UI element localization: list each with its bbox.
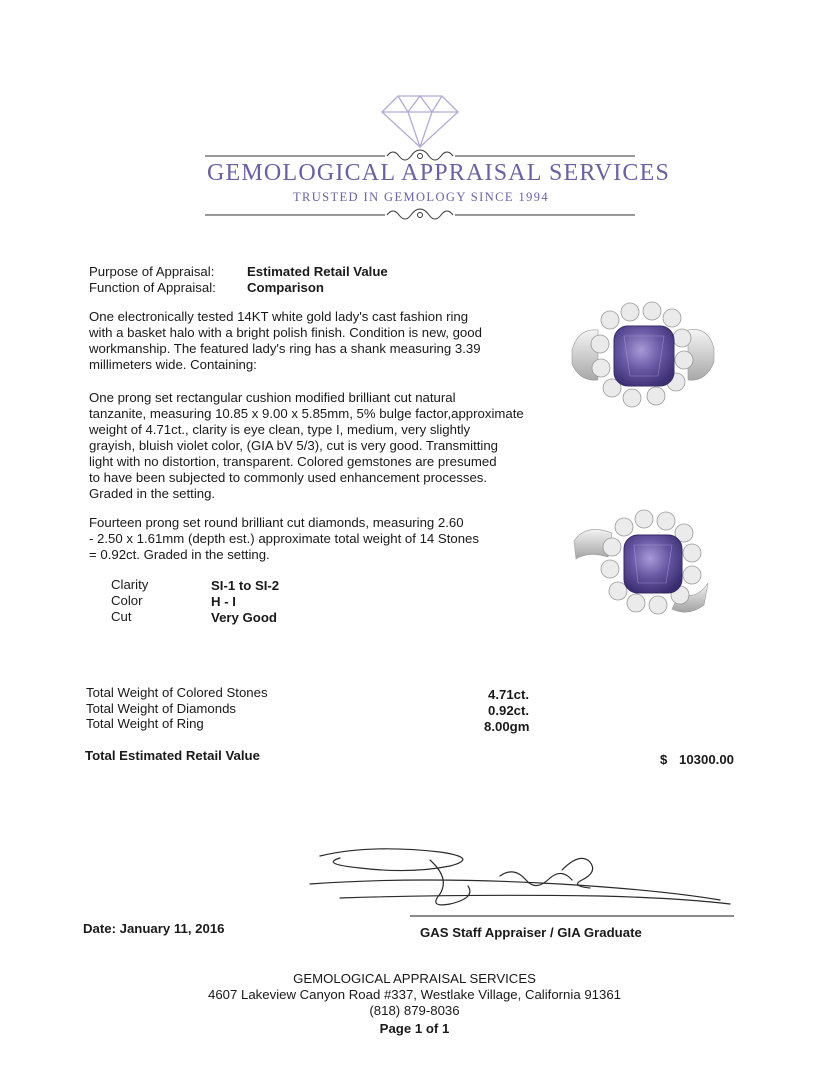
description-line: - 2.50 x 1.61mm (depth est.) approximate total weight of 14 Stones: [89, 531, 479, 546]
ring-photo-angled: [568, 505, 718, 625]
description-line: tanzanite, measuring 10.85 x 9.00 x 5.85mm, 5% bulge factor,approximate: [89, 406, 524, 421]
color-label: Color: [111, 593, 143, 608]
cut-value: Very Good: [211, 610, 277, 625]
ring-description: [89, 309, 482, 373]
total-ring-label: Total Weight of Ring: [86, 716, 204, 731]
function-label: Function of Appraisal:: [89, 280, 216, 295]
clarity-label: Clarity: [111, 577, 149, 592]
total-retail-label: Total Estimated Retail Value: [85, 748, 260, 763]
letterhead-company-name: GEMOLOGICAL APPRAISAL SERVICES: [207, 160, 671, 186]
cut-label: Cut: [111, 609, 132, 624]
currency-symbol: $: [660, 752, 668, 767]
description-line: millimeters wide. Containing:: [89, 357, 257, 372]
page-number: Page 1 of 1: [379, 1021, 450, 1036]
clarity-value: SI-1 to SI-2: [211, 578, 280, 593]
function-value: Comparison: [247, 280, 324, 295]
description-line: One prong set rectangular cushion modified brilliant cut natural: [89, 390, 456, 405]
total-diamonds-label: Total Weight of Diamonds: [86, 701, 237, 716]
purpose-label: Purpose of Appraisal:: [89, 264, 215, 279]
description-line: to have been subjected to commonly used enhancement processes.: [89, 470, 488, 485]
purpose-value: Estimated Retail Value: [247, 264, 388, 279]
total-colored-label: Total Weight of Colored Stones: [86, 685, 268, 700]
total-ring-value: 8.00gm: [484, 719, 530, 734]
color-value: H - I: [211, 594, 236, 609]
signature: [300, 840, 740, 922]
tanzanite-description: [89, 390, 524, 502]
description-line: Fourteen prong set round brilliant cut diamonds, measuring 2.60: [89, 515, 464, 530]
description-line: Graded in the setting.: [89, 486, 216, 501]
footer-company: GEMOLOGICAL APPRAISAL SERVICES: [293, 971, 536, 986]
description-line: workmanship. The featured lady's ring has a shank measuring 3.39: [89, 341, 481, 356]
description-line: One electronically tested 14KT white gold lady's cast fashion ring: [89, 309, 469, 324]
total-retail-value: 10300.00: [679, 752, 735, 767]
appraiser-title: GAS Staff Appraiser / GIA Graduate: [420, 925, 642, 940]
appraisal-date: Date: January 11, 2016: [83, 921, 225, 936]
description-line: = 0.92ct. Graded in the setting.: [89, 547, 270, 562]
footer-address: 4607 Lakeview Canyon Road #337, Westlake Village, California 91361: [208, 987, 621, 1002]
diamond-icon: [378, 92, 462, 150]
description-line: weight of 4.71ct., clarity is eye clean, type I, medium, very slightly: [89, 422, 471, 437]
bottom-ornament-rule: [205, 206, 635, 224]
total-colored-value: 4.71ct.: [488, 687, 530, 702]
description-line: grayish, bluish violet color, (GIA bV 5/3), cut is very good. Transmitting: [89, 438, 498, 453]
description-line: with a basket halo with a bright polish finish. Condition is new, good: [89, 325, 482, 340]
footer-phone: (818) 879-8036: [369, 1003, 460, 1018]
description-line: light with no distortion, transparent. Colored gemstones are presumed: [89, 454, 497, 469]
ring-photo-top: [568, 300, 718, 412]
total-diamonds-value: 0.92ct.: [488, 703, 530, 718]
diamonds-description: [89, 515, 479, 563]
letterhead-tagline: TRUSTED IN GEMOLOGY SINCE 1994: [292, 190, 550, 204]
